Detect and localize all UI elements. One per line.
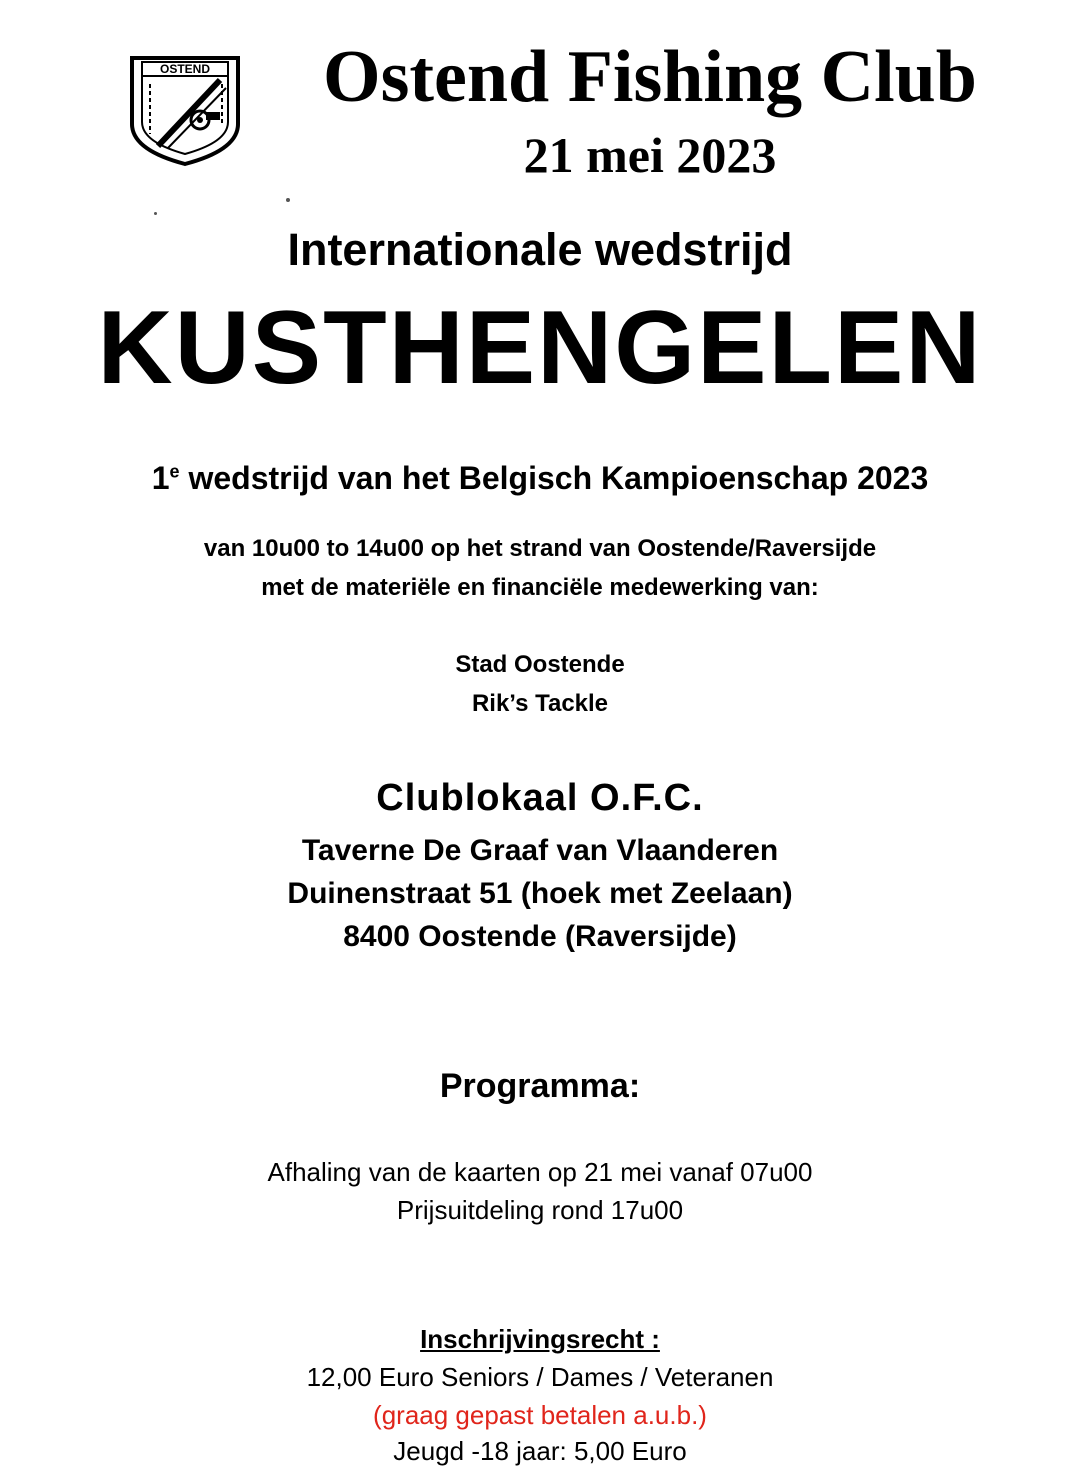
event-subtitle: Internationale wedstrijd [287, 224, 793, 275]
program-title: Programma: [439, 1067, 641, 1105]
fee-seniors: 12,00 Euro Seniors / Dames / Veteranen [306, 1362, 774, 1392]
championship-line [0, 456, 1080, 500]
program-awards: Prijsuitdeling rond 17u00 [396, 1195, 684, 1225]
sponsor-stad-oostende: Stad Oostende [455, 651, 625, 678]
support-line: met de materiële en financiële medewerking van: [261, 574, 819, 601]
fee-note: (graag gepast betalen a.u.b.) [373, 1400, 707, 1430]
clubhouse-street: Duinenstraat 51 (hoek met Zeelaan) [287, 877, 793, 910]
fees-title: Inschrijvingsrecht : [420, 1324, 660, 1354]
sponsor-riks-tackle: Rik’s Tackle [471, 690, 609, 717]
championship-number: 1 [151, 460, 170, 496]
logo-text: OSTEND [159, 62, 211, 76]
event-date: 21 mei 2023 [523, 127, 777, 183]
clubhouse-name: Taverne De Graaf van Vlaanderen [301, 834, 779, 867]
championship-text: wedstrijd van het Belgisch Kampioenschap 2023 [188, 460, 929, 496]
time-location: van 10u00 to 14u00 op het strand van Oostende/Raversijde [203, 535, 877, 562]
speck-mark [154, 212, 157, 215]
speck-mark [286, 198, 290, 202]
clubhouse-city: 8400 Oostende (Raversijde) [343, 920, 737, 953]
clubhouse-title: Clublokaal O.F.C. [376, 777, 704, 819]
club-logo [128, 54, 242, 168]
fee-youth: Jeugd -18 jaar: 5,00 Euro [393, 1436, 687, 1466]
club-name: Ostend Fishing Club [323, 36, 977, 118]
championship-suffix: e [169, 461, 180, 482]
event-title: KUSTHENGELEN [97, 290, 983, 406]
program-pickup: Afhaling van de kaarten op 21 mei vanaf 07u00 [267, 1157, 813, 1187]
